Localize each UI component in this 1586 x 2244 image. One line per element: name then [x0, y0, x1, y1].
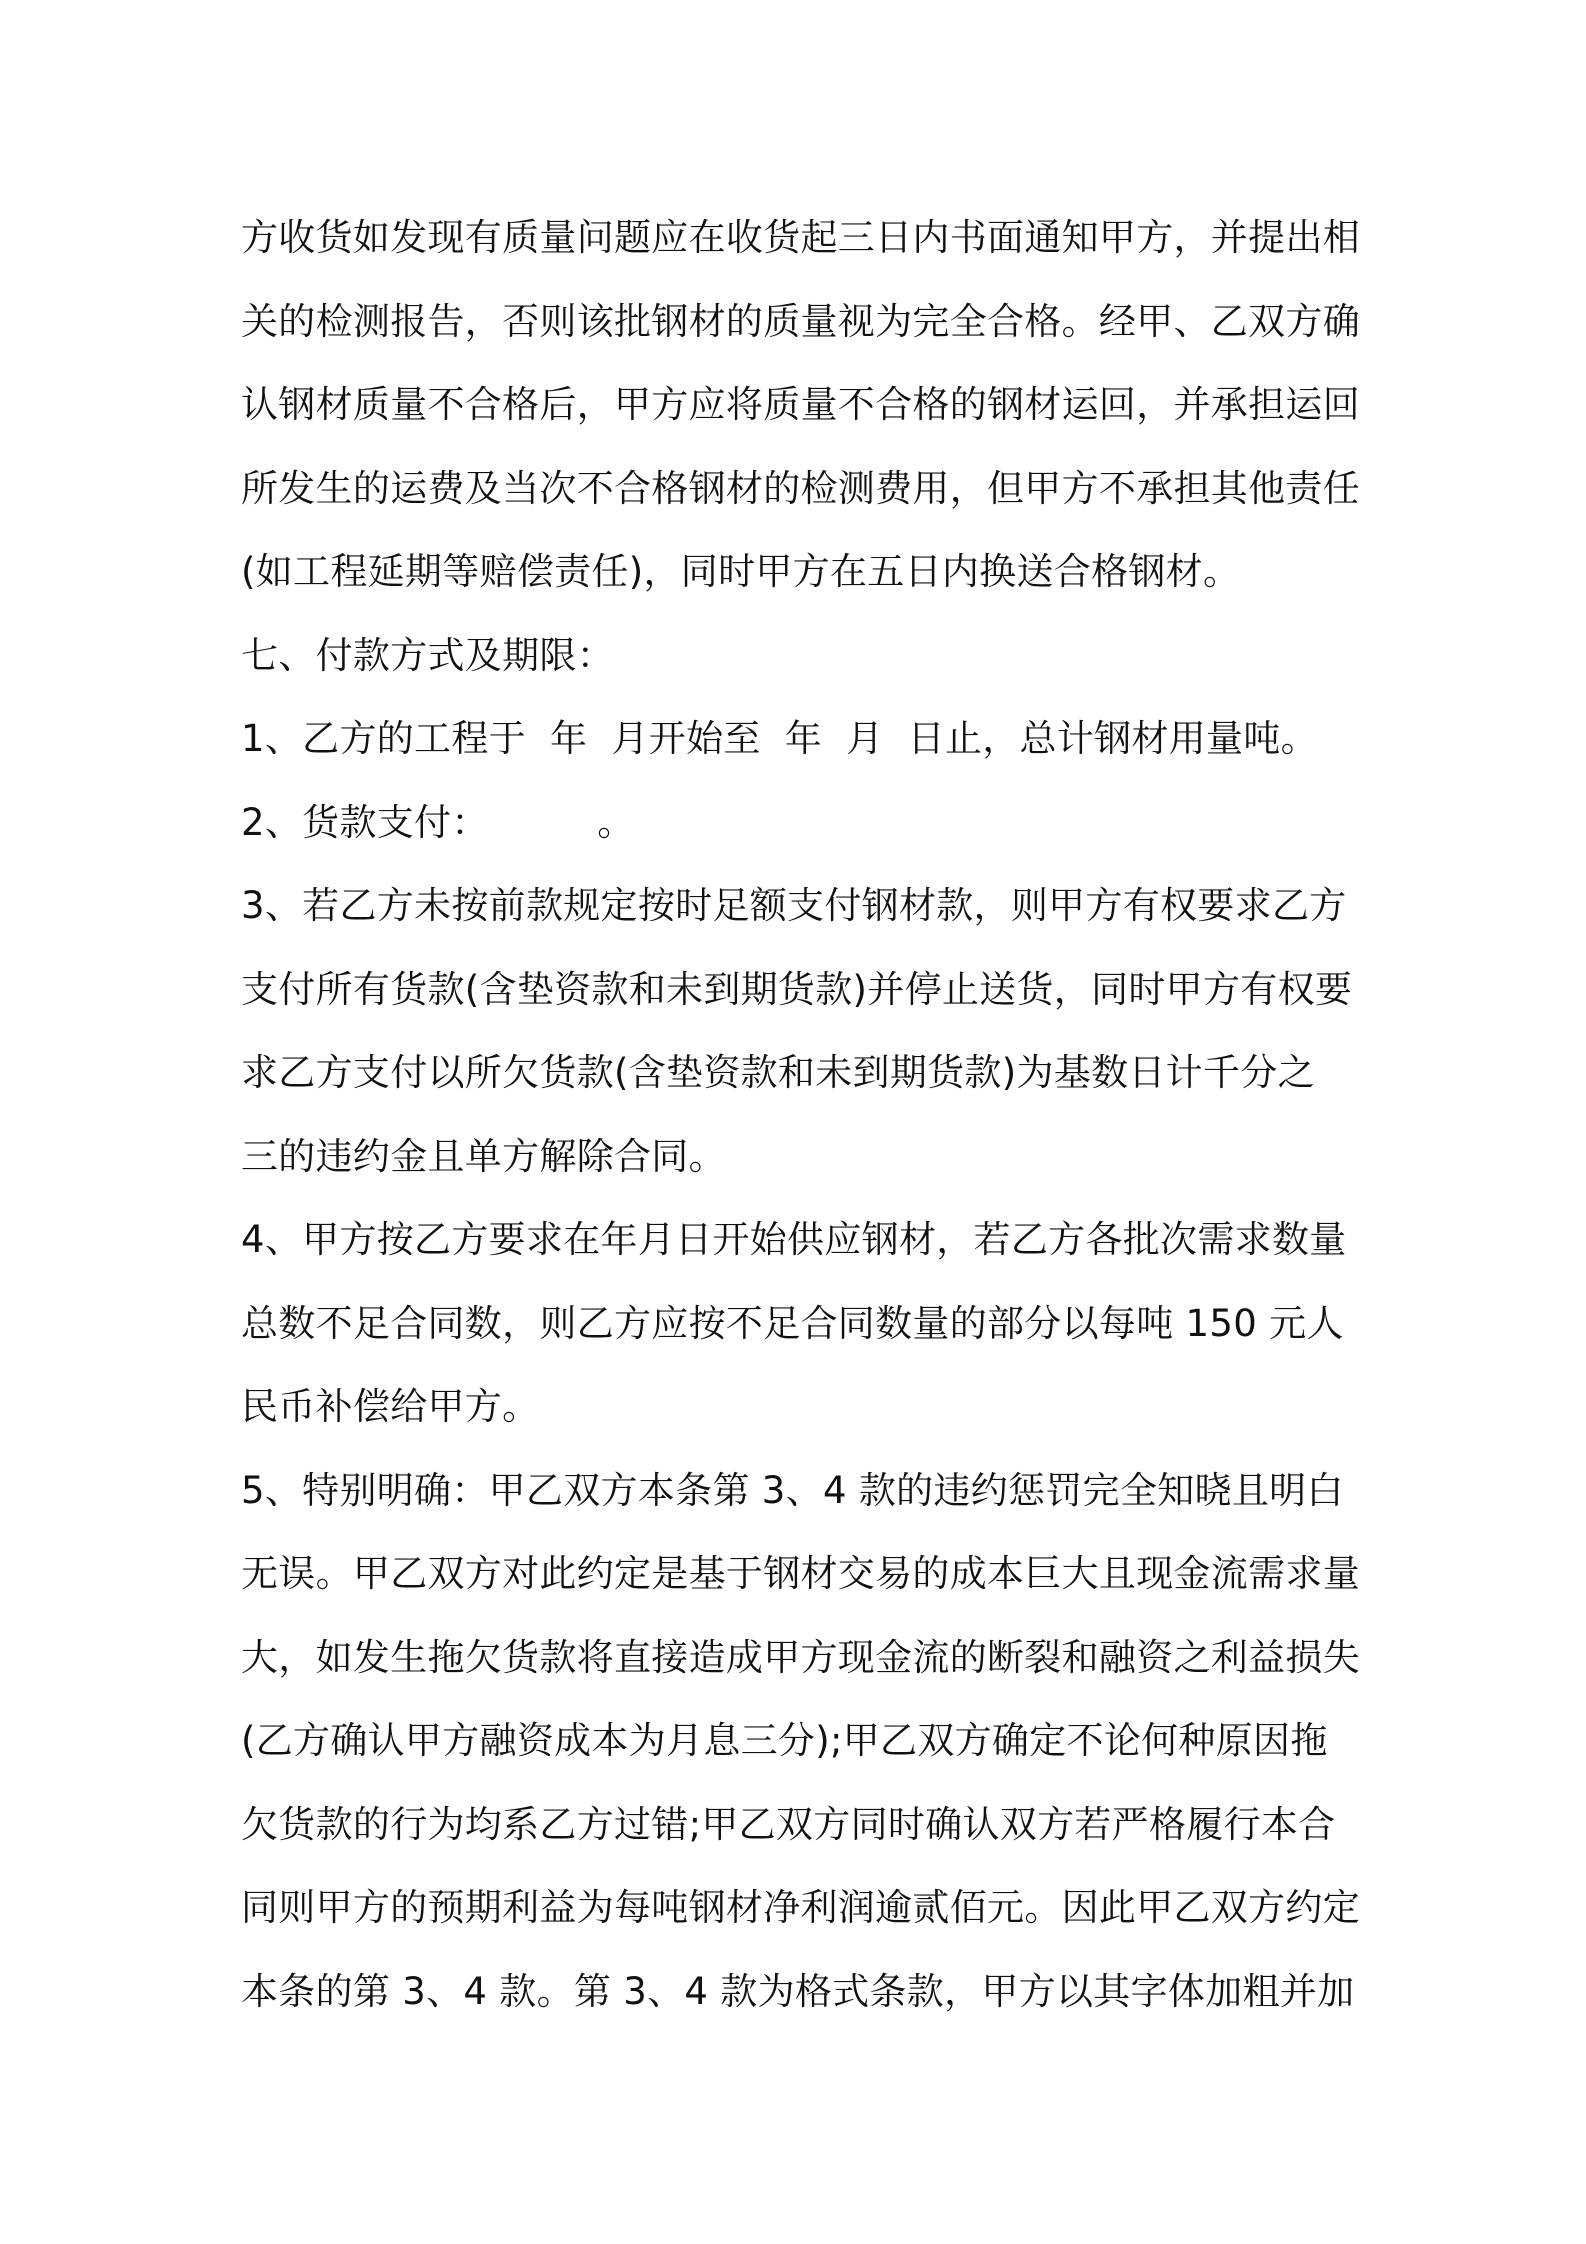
section-heading: 七、付款方式及期限：	[241, 633, 614, 677]
clause-3: 3、若乙方未按前款规定按时足额支付钢材款，则甲方有权要求乙方	[241, 884, 1347, 927]
text-line: 关的检测报告，否则该批钢材的质量视为完全合格。经甲、乙双方确	[241, 299, 1360, 343]
clause-1: 1、乙方的工程于 年 月开始至 年 月 日止，总计钢材用量吨。	[241, 717, 1318, 760]
clause-5: 5、特别明确：甲乙双方本条第 3、4 款的违约惩罚完全知晓且明白	[241, 1468, 1344, 1512]
text-line: (如工程延期等赔偿责任)，同时甲方在五日内换送合格钢材。	[241, 550, 1241, 593]
text-line: 欠货款的行为均系乙方过错;甲乙双方同时确认双方若严格履行本合	[241, 1802, 1336, 1846]
clause-4: 4、甲方按乙方要求在年月日开始供应钢材，若乙方各批次需求数量	[241, 1218, 1347, 1261]
text-line: 求乙方支付以所欠货款(含垫资款和未到期货款)为基数日计千分之	[241, 1051, 1315, 1094]
text-line: 大，如发生拖欠货款将直接造成甲方现金流的断裂和融资之利益损失	[241, 1635, 1360, 1679]
text-line: 三的违约金且单方解除合同。	[241, 1134, 726, 1178]
text-line: 无误。甲乙双方对此约定是基于钢材交易的成本巨大且现金流需求量	[241, 1552, 1360, 1595]
text-line: 同则甲方的预期利益为每吨钢材净利润逾贰佰元。因此甲乙双方约定	[241, 1886, 1360, 1929]
contract-body	[241, 196, 1361, 2033]
text-line: 本条的第 3、4 款。第 3、4 款为格式条款，甲方以其字体加粗并加	[241, 1969, 1355, 2013]
text-line: 方收货如发现有质量问题应在收货起三日内书面通知甲方，并提出相	[241, 216, 1360, 259]
text-line: 支付所有货款(含垫资款和未到期货款)并停止送货，同时甲方有权要	[241, 967, 1353, 1011]
text-line: 认钢材质量不合格后，甲方应将质量不合格的钢材运回，并承担运回	[241, 383, 1360, 426]
text-line: (乙方确认甲方融资成本为月息三分);甲乙双方确定不论何种原因拖	[241, 1719, 1328, 1762]
clause-2: 2、货款支付： 。	[241, 800, 635, 844]
text-line: 民币补偿给甲方。	[241, 1385, 540, 1428]
text-line: 所发生的运费及当次不合格钢材的检测费用，但甲方不承担其他责任	[241, 466, 1360, 510]
text-line: 总数不足合同数，则乙方应按不足合同数量的部分以每吨 150 元人	[241, 1301, 1344, 1345]
